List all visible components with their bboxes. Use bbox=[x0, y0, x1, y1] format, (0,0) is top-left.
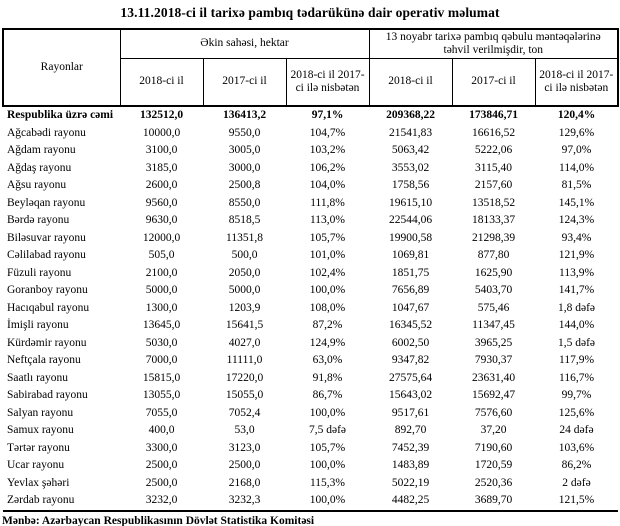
value-cell: 1203,9 bbox=[228, 301, 261, 314]
table-row bbox=[3, 125, 618, 143]
value-cell: 3300,0 bbox=[145, 441, 178, 454]
value-cell: 100,0% bbox=[286, 492, 369, 511]
value-cell: 2600,0 bbox=[145, 179, 178, 191]
value-cell: 2168,0 bbox=[228, 476, 261, 489]
row-label-cell: Neftçala rayonu bbox=[7, 354, 81, 366]
column-header-delivered-ratio: 2018-ci il 2017-ci ilə nisbətən bbox=[535, 59, 618, 107]
value-cell: 124,9% bbox=[309, 336, 346, 349]
row-label-cell: Bərdə rayonu bbox=[7, 214, 70, 226]
value-cell: 1047,67 bbox=[391, 301, 430, 314]
value-cell: 18133,37 bbox=[471, 214, 516, 226]
row-label-cell: Ağsu rayonu bbox=[7, 179, 67, 191]
value-cell: 3232,0 bbox=[120, 492, 203, 511]
value-cell: 13518,52 bbox=[471, 196, 516, 209]
value-cell: 2100,0 bbox=[145, 266, 178, 279]
header-group-row bbox=[3, 29, 618, 59]
value-cell: 93,4% bbox=[561, 231, 592, 244]
row-label-cell: Ağdaş rayonu bbox=[7, 161, 72, 174]
value-cell: 145,1% bbox=[558, 196, 595, 209]
value-cell: 116,7% bbox=[559, 371, 595, 384]
value-cell: 86,2% bbox=[561, 459, 592, 471]
value-cell: 63,0% bbox=[312, 354, 343, 366]
value-cell: 1,5 dəfə bbox=[557, 336, 596, 349]
value-cell: 892,70 bbox=[394, 424, 427, 436]
value-cell: 24 dəfə bbox=[559, 424, 594, 436]
column-group-delivered-cotton: 13 noyabr tarixə pambıq qəbulu məntəqələrinə təhvil verilmişdir, ton bbox=[369, 29, 618, 59]
value-cell: 17220,0 bbox=[225, 371, 264, 384]
value-cell: 5000,0 bbox=[145, 284, 178, 296]
value-cell: 105,7% bbox=[309, 231, 346, 244]
table-row bbox=[3, 177, 618, 195]
table-row bbox=[3, 457, 618, 475]
value-cell: 13645,0 bbox=[142, 319, 181, 331]
column-header-delivered-2017: 2017-ci il bbox=[452, 59, 535, 107]
value-cell: 7656,89 bbox=[391, 284, 430, 296]
table-row bbox=[3, 160, 618, 178]
column-header-rayonlar: Rayonlar bbox=[3, 29, 120, 106]
value-cell: 2157,60 bbox=[474, 179, 513, 191]
value-cell: 97,1% bbox=[311, 109, 344, 121]
table-row bbox=[3, 230, 618, 248]
row-label-cell: Füzuli rayonu bbox=[7, 266, 72, 279]
value-cell: 113,0% bbox=[309, 214, 346, 226]
value-cell: 3115,40 bbox=[475, 161, 512, 174]
value-cell: 141,7% bbox=[558, 284, 595, 296]
value-cell: 136413,2 bbox=[222, 109, 267, 121]
value-cell: 11351,8 bbox=[226, 231, 263, 244]
value-cell: 9630,0 bbox=[145, 214, 178, 226]
value-cell: 3185,0 bbox=[145, 161, 178, 174]
value-cell: 100,0% bbox=[309, 459, 346, 471]
value-cell: 5063,42 bbox=[391, 144, 430, 156]
value-cell: 3965,25 bbox=[474, 336, 513, 349]
table-row bbox=[3, 387, 618, 405]
value-cell: 575,46 bbox=[477, 301, 510, 314]
value-cell: 105,7% bbox=[309, 441, 346, 454]
table-row bbox=[3, 475, 618, 493]
value-cell: 10000,0 bbox=[142, 126, 181, 139]
value-cell: 7576,60 bbox=[474, 406, 513, 419]
table-row bbox=[3, 352, 618, 370]
value-cell: 400,0 bbox=[148, 424, 175, 436]
value-cell: 117,9% bbox=[559, 354, 595, 366]
row-label-cell: Ağcabədi rayonu bbox=[7, 126, 86, 139]
value-cell: 97,0% bbox=[561, 144, 592, 156]
data-table bbox=[2, 28, 619, 512]
table-header bbox=[3, 29, 618, 106]
value-cell: 121,5% bbox=[535, 492, 618, 511]
row-label-cell: Ağdam rayonu bbox=[7, 144, 76, 156]
row-label-cell: Cəlilabad rayonu bbox=[7, 249, 86, 261]
value-cell: 11111,0 bbox=[226, 354, 263, 366]
value-cell: 87,2% bbox=[312, 319, 343, 331]
column-header-delivered-2018: 2018-ci il bbox=[369, 59, 452, 107]
value-cell: 2 dəfə bbox=[562, 476, 591, 489]
value-cell: 3232,3 bbox=[203, 492, 286, 511]
value-cell: 104,0% bbox=[309, 179, 346, 191]
value-cell: 16616,52 bbox=[471, 126, 516, 139]
value-cell: 1,8 dəfə bbox=[557, 301, 596, 314]
row-label-cell: Biləsuvar rayonu bbox=[7, 231, 86, 244]
value-cell: 114,0% bbox=[559, 161, 595, 174]
row-label-cell: Saatlı rayonu bbox=[7, 371, 68, 384]
table-row bbox=[3, 142, 618, 160]
value-cell: 103,6% bbox=[558, 441, 595, 454]
table-row bbox=[3, 335, 618, 353]
value-cell: 505,0 bbox=[148, 249, 175, 261]
value-cell: 21298,39 bbox=[471, 231, 516, 244]
table-row bbox=[3, 282, 618, 300]
value-cell: 4482,25 bbox=[369, 492, 452, 511]
table-row bbox=[3, 405, 618, 423]
value-cell: 100,0% bbox=[309, 284, 346, 296]
value-cell: 115,3% bbox=[309, 476, 346, 489]
row-label-cell: Kürdəmir rayonu bbox=[7, 336, 87, 349]
value-cell: 11347,45 bbox=[472, 319, 515, 331]
value-cell: 108,0% bbox=[309, 301, 346, 314]
value-cell: 104,7% bbox=[309, 126, 346, 139]
table-row bbox=[3, 300, 618, 318]
value-cell: 1625,90 bbox=[474, 266, 513, 279]
value-cell: 2500,0 bbox=[145, 459, 178, 471]
value-cell: 3123,0 bbox=[228, 441, 261, 454]
value-cell: 5403,70 bbox=[474, 284, 513, 296]
table-row bbox=[3, 195, 618, 213]
value-cell: 27575,64 bbox=[388, 371, 433, 384]
value-cell: 8518,5 bbox=[228, 214, 261, 226]
table-body bbox=[3, 106, 618, 511]
value-cell: 2520,36 bbox=[474, 476, 513, 489]
table-row bbox=[3, 247, 618, 265]
source-note: Mənbə: Azərbaycan Respublikasının Dövlət Statistika Komitəsi bbox=[2, 514, 315, 526]
value-cell: 16345,52 bbox=[388, 319, 433, 331]
value-cell: 99,7% bbox=[561, 389, 592, 401]
value-cell: 15643,02 bbox=[388, 389, 433, 401]
row-label-cell: Salyan rayonu bbox=[7, 406, 74, 419]
value-cell: 13055,0 bbox=[142, 389, 181, 401]
row-label-cell: Tərtər rayonu bbox=[7, 441, 70, 454]
value-cell: 7452,39 bbox=[391, 441, 430, 454]
value-cell: 37,20 bbox=[480, 424, 507, 436]
value-cell: 12000,0 bbox=[142, 231, 181, 244]
table-row bbox=[3, 370, 618, 388]
value-cell: 22544,06 bbox=[388, 214, 433, 226]
value-cell: 132512,0 bbox=[139, 109, 184, 121]
total-row bbox=[3, 106, 618, 125]
table-row bbox=[3, 492, 618, 511]
value-cell: 23631,40 bbox=[471, 371, 516, 384]
value-cell: 21541,83 bbox=[388, 126, 433, 139]
row-label-cell: Yevlax şəhəri bbox=[7, 476, 70, 489]
value-cell: 6002,50 bbox=[391, 336, 430, 349]
value-cell: 2500,0 bbox=[228, 459, 261, 471]
value-cell: 2500,0 bbox=[145, 476, 178, 489]
table-row bbox=[3, 212, 618, 230]
value-cell: 53,0 bbox=[234, 424, 255, 436]
value-cell: 9560,0 bbox=[145, 196, 178, 209]
value-cell: 15055,0 bbox=[225, 389, 264, 401]
value-cell: 877,80 bbox=[477, 249, 510, 261]
value-cell: 81,5% bbox=[561, 179, 592, 191]
value-cell: 120,4% bbox=[557, 109, 596, 121]
value-cell: 103,2% bbox=[309, 144, 346, 156]
value-cell: 111,8% bbox=[310, 196, 345, 209]
value-cell: 5030,0 bbox=[145, 336, 178, 349]
value-cell: 19900,58 bbox=[388, 231, 433, 244]
value-cell: 7052,4 bbox=[228, 406, 261, 419]
value-cell: 91,8% bbox=[312, 371, 343, 384]
value-cell: 1069,81 bbox=[391, 249, 430, 261]
value-cell: 106,2% bbox=[309, 161, 346, 174]
table-row bbox=[3, 317, 618, 335]
value-cell: 209368,22 bbox=[386, 109, 435, 121]
value-cell: 500,0 bbox=[231, 249, 258, 261]
column-header-area-2017: 2017-ci il bbox=[203, 59, 286, 107]
value-cell: 102,4% bbox=[309, 266, 346, 279]
value-cell: 15641,5 bbox=[225, 319, 264, 331]
value-cell: 3005,0 bbox=[228, 144, 261, 156]
value-cell: 9347,82 bbox=[391, 354, 430, 366]
value-cell: 129,6% bbox=[558, 126, 595, 139]
row-label-cell: Samux rayonu bbox=[7, 424, 74, 436]
column-header-area-ratio: 2018-ci il 2017-ci ilə nisbətən bbox=[286, 59, 369, 107]
value-cell: 1720,59 bbox=[474, 459, 513, 471]
value-cell: 1851,75 bbox=[391, 266, 430, 279]
value-cell: 101,0% bbox=[309, 249, 346, 261]
value-cell: 173846,71 bbox=[469, 109, 518, 121]
value-cell: 3689,70 bbox=[452, 492, 535, 511]
row-label-cell: Hacıqabul rayonu bbox=[7, 301, 90, 314]
table-row bbox=[3, 422, 618, 440]
value-cell: 1758,56 bbox=[391, 179, 430, 191]
value-cell: 125,6% bbox=[558, 406, 595, 419]
value-cell: 3553,02 bbox=[391, 161, 430, 174]
value-cell: 7055,0 bbox=[145, 406, 178, 419]
value-cell: 113,9% bbox=[559, 266, 595, 279]
value-cell: 15692,47 bbox=[471, 389, 516, 401]
value-cell: 7,5 dəfə bbox=[308, 424, 347, 436]
value-cell: 3000,0 bbox=[228, 161, 261, 174]
value-cell: 1483,89 bbox=[391, 459, 430, 471]
value-cell: 5022,19 bbox=[391, 476, 430, 489]
value-cell: 100,0% bbox=[309, 406, 346, 419]
value-cell: 9517,61 bbox=[391, 406, 430, 419]
row-label-cell: Goranboy rayonu bbox=[7, 284, 88, 296]
value-cell: 5222,06 bbox=[474, 144, 513, 156]
value-cell: 15815,0 bbox=[142, 371, 181, 384]
value-cell: 4027,0 bbox=[228, 336, 261, 349]
value-cell: 19615,10 bbox=[388, 196, 433, 209]
page-title: 13.11.2018-ci il tarixə pambıq tədarükünə dair operativ məlumat bbox=[120, 5, 500, 20]
value-cell: 121,9% bbox=[558, 249, 595, 261]
row-label-cell: Ucar rayonu bbox=[7, 459, 65, 471]
value-cell: 1300,0 bbox=[145, 301, 178, 314]
row-label-cell: Beyləqan rayonu bbox=[7, 196, 86, 209]
row-label-cell: İmişli rayonu bbox=[7, 319, 69, 331]
value-cell: 3100,0 bbox=[145, 144, 178, 156]
column-header-area-2018: 2018-ci il bbox=[120, 59, 203, 107]
value-cell: 9550,0 bbox=[228, 126, 261, 139]
value-cell: 2050,0 bbox=[228, 266, 261, 279]
value-cell: 86,7% bbox=[312, 389, 343, 401]
table-row bbox=[3, 440, 618, 458]
value-cell: 124,3% bbox=[558, 214, 595, 226]
row-label-cell: Sabirabad rayonu bbox=[7, 389, 88, 401]
value-cell: 7000,0 bbox=[145, 354, 178, 366]
value-cell: 5000,0 bbox=[228, 284, 261, 296]
row-label-cell: Zərdab rayonu bbox=[3, 492, 120, 511]
column-group-sown-area: Əkin sahəsi, hektar bbox=[120, 29, 369, 59]
row-label-cell: Respublika üzrə cəmi bbox=[7, 109, 114, 121]
value-cell: 7190,60 bbox=[474, 441, 513, 454]
value-cell: 7930,37 bbox=[474, 354, 513, 366]
table-row bbox=[3, 265, 618, 283]
value-cell: 8550,0 bbox=[228, 196, 261, 209]
value-cell: 2500,8 bbox=[228, 179, 261, 191]
value-cell: 144,0% bbox=[558, 319, 595, 331]
